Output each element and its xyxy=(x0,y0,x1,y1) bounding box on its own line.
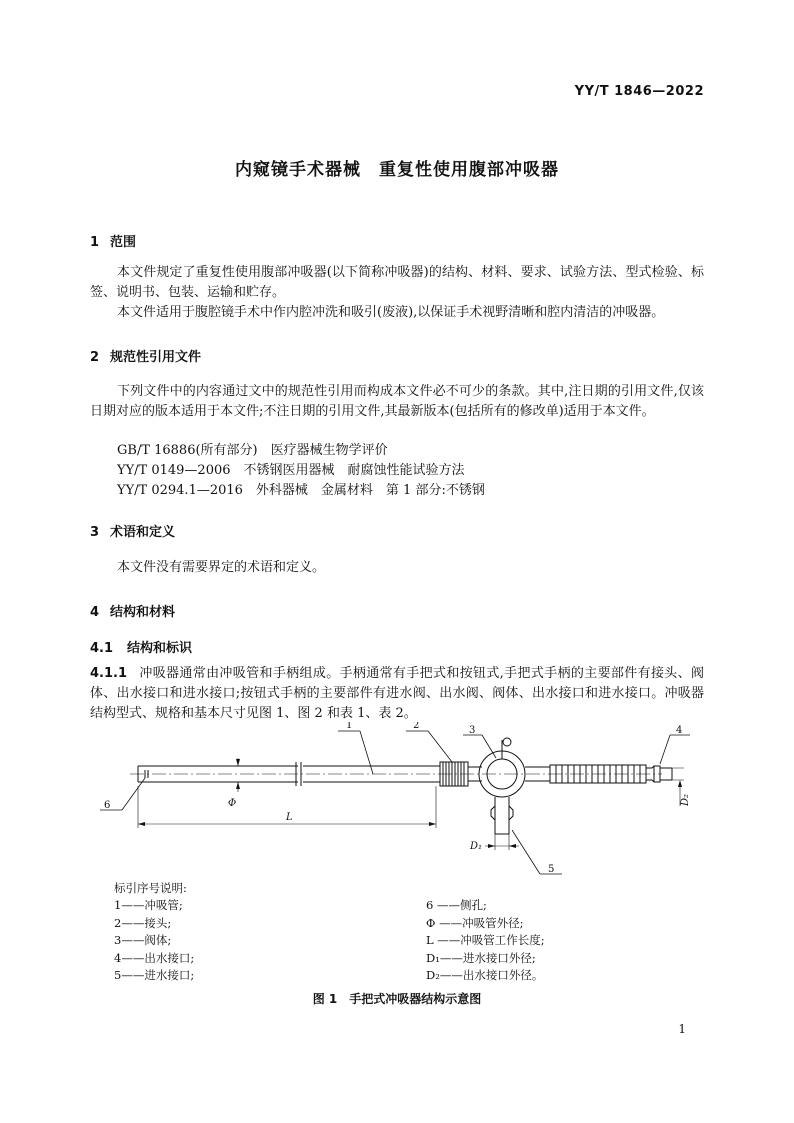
section-title: 术语和定义 xyxy=(110,525,176,540)
section-title: 规范性引用文件 xyxy=(110,350,202,365)
subsection-title: 结构和标识 xyxy=(127,641,193,656)
callout-3: 3 xyxy=(469,725,476,736)
subsection-4-1-heading xyxy=(90,637,192,656)
figure-caption: 图 1 手把式冲吸器结构示意图 xyxy=(312,992,482,1006)
section-1-heading xyxy=(90,231,136,250)
dim-label-phi: Φ xyxy=(228,798,237,809)
document-title: 内窥镜手术器械 重复性使用腹部冲吸器 xyxy=(235,160,559,180)
water-inlet xyxy=(491,797,513,834)
reference-item: GB/T 16886(所有部分) 医疗器械生物学评价 xyxy=(117,443,388,458)
section-3-heading xyxy=(90,521,175,540)
section-number: 3 xyxy=(90,525,100,540)
legend-right-column xyxy=(426,897,545,985)
legend-item: 5——进水接口; xyxy=(114,968,195,982)
legend-item: Φ ——冲吸管外径; xyxy=(426,915,524,930)
section-4-heading xyxy=(90,601,175,620)
leader-lines xyxy=(100,731,690,874)
callout-2: 2 xyxy=(413,722,420,731)
legend-item: 2——接头; xyxy=(114,915,172,930)
legend-item: 4——出水接口; xyxy=(114,950,195,965)
clause-text: 冲吸器通常由冲吸管和手柄组成。手柄通常有手把式和按钮式,手把式手柄的主要部件有接头、阀体、出水接口和进水接口;按钮式手柄的主要部件有进水阀、出水阀、阀体、出水接口和进水接口。冲吸器结构型式、规格和基本尺寸见图 1、图 2 和表 1、表 2。 xyxy=(90,666,704,721)
legend-item: L ——冲吸管工作长度; xyxy=(426,933,545,947)
page-number: 1 xyxy=(678,1022,686,1036)
subsection-number: 4.1 xyxy=(90,641,114,656)
paragraph: 本文件规定了重复性使用腹部冲吸器(以下简称冲吸器)的结构、材料、要求、试验方法、型式检验、标签、说明书、包装、运输和贮存。 xyxy=(90,265,704,300)
paragraph: 下列文件中的内容通过文中的规范性引用而构成本文件必不可少的条款。其中,注日期的引用文件,仅该日期对应的版本适用于本文件;不注日期的引用文件,其最新版本(包括所有的修改单)适用于本文件。 xyxy=(90,384,704,419)
reference-item: YY/T 0149—2006 不锈钢医用器械 耐腐蚀性能试验方法 xyxy=(117,463,465,478)
clause-4-1-1 xyxy=(90,664,704,724)
connector xyxy=(440,762,482,786)
section-number: 4 xyxy=(90,605,100,620)
dim-label-D2: D₂ xyxy=(680,793,691,806)
section-title: 结构和材料 xyxy=(110,605,176,620)
callout-1: 1 xyxy=(346,722,353,731)
legend-item: D₂——出水接口外径。 xyxy=(426,968,544,982)
legend-item: 6 ——侧孔; xyxy=(426,898,487,912)
section-number: 2 xyxy=(90,350,100,365)
paragraph: 本文件没有需要界定的术语和定义。 xyxy=(117,560,326,575)
arrowheads xyxy=(138,759,682,848)
callout-6: 6 xyxy=(104,800,111,811)
legend-item: 1——冲吸管; xyxy=(114,898,183,912)
legend-item: 3——阀体; xyxy=(114,933,172,947)
reference-item: YY/T 0294.1—2016 外科器械 金属材料 第 1 部分:不锈钢 xyxy=(117,483,485,498)
dim-label-L: L xyxy=(286,812,293,823)
clause-number: 4.1.1 xyxy=(90,666,128,681)
legend-item: D₁——进水接口外径; xyxy=(426,950,536,965)
section-title: 范围 xyxy=(110,235,137,250)
figure-1-drawing xyxy=(90,722,704,882)
legend-left-column xyxy=(114,897,194,985)
callout-4: 4 xyxy=(676,725,683,736)
legend-title: 标引序号说明: xyxy=(114,881,187,895)
paragraph: 本文件适用于腹腔镜手术中作内腔冲洗和吸引(废液),以保证手术视野清晰和腔内清洁的冲吸器。 xyxy=(117,305,665,320)
side-hole-marks xyxy=(145,770,148,778)
dim-label-D1: D₁ xyxy=(470,841,483,852)
standard-number: YY/T 1846—2022 xyxy=(574,84,704,99)
dimension-lines xyxy=(138,758,684,850)
section-2-heading xyxy=(90,346,201,365)
callout-5: 5 xyxy=(548,864,555,875)
section-number: 1 xyxy=(90,235,100,250)
